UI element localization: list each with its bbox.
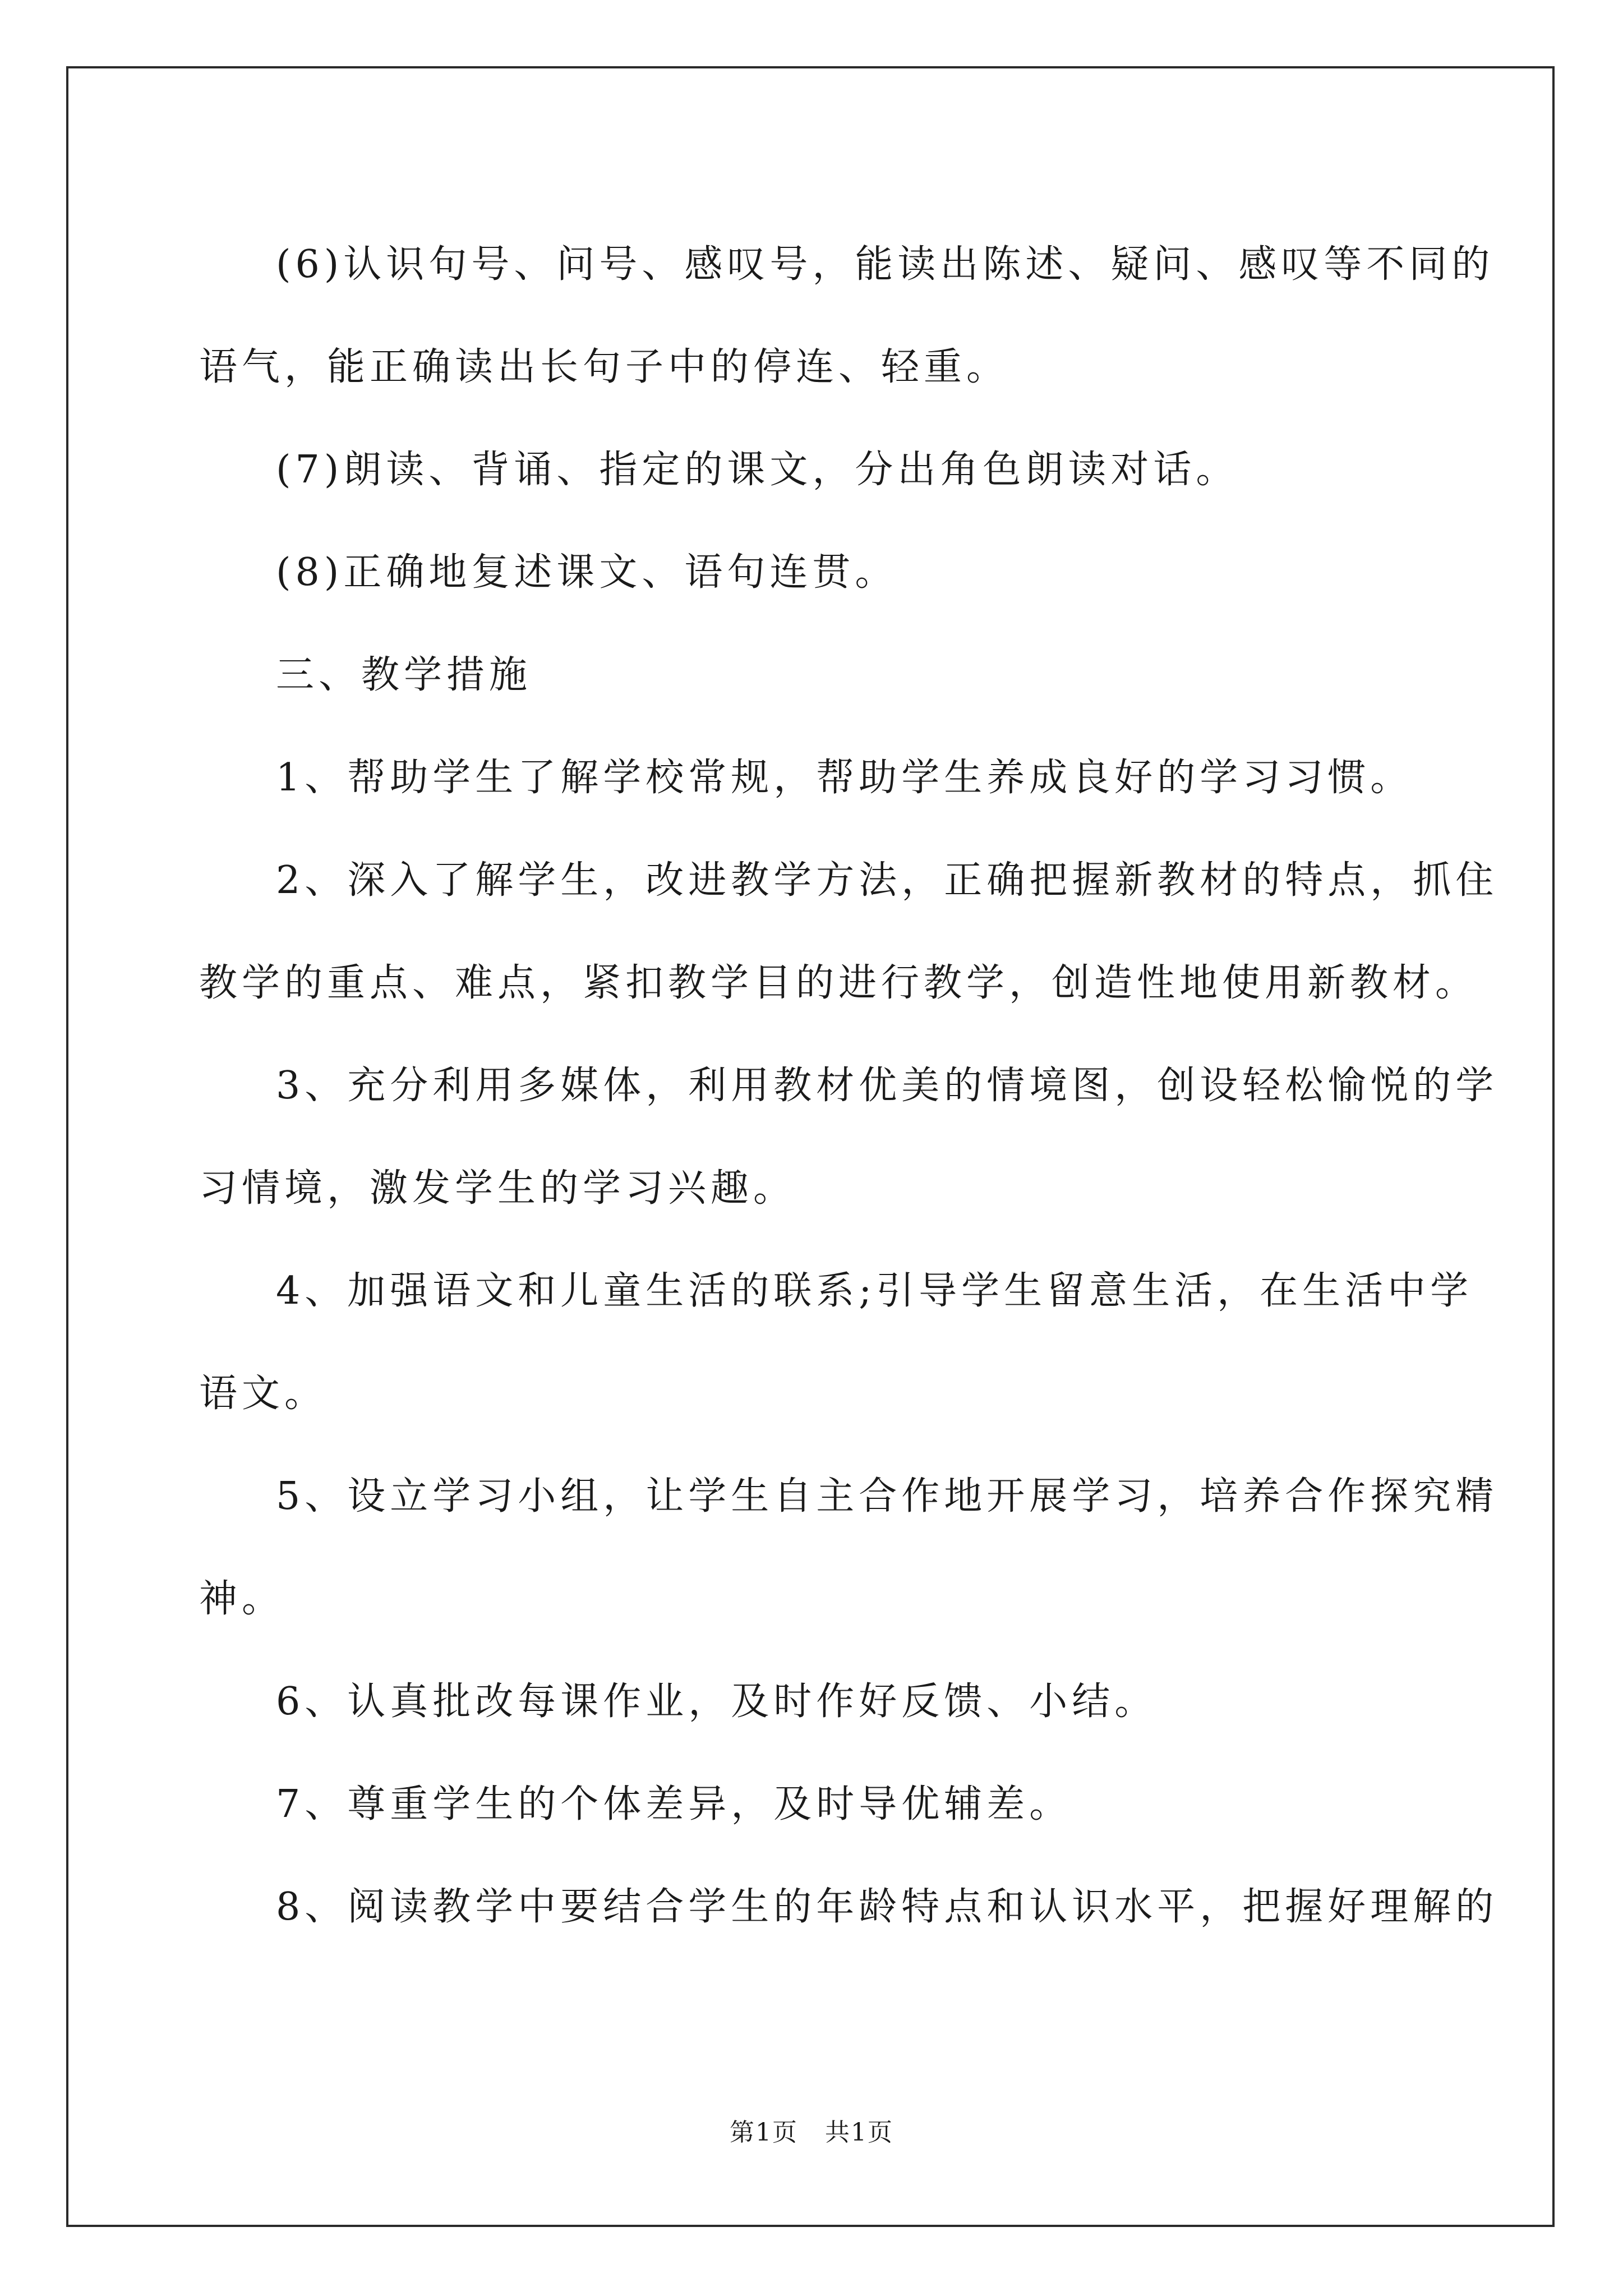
paragraph: 3、充分利用多媒体，利用教材优美的情境图，创设轻松愉悦的学 bbox=[276, 1064, 1498, 1108]
paragraph-continuation: 习情境，激发学生的学习兴趣。 bbox=[199, 1166, 796, 1211]
paragraph: 7、尊重学生的个体差异，及时导优辅差。 bbox=[276, 1782, 1072, 1826]
paragraph: (8)正确地复述课文、语句连贯。 bbox=[276, 550, 898, 595]
page-number-footer: 第1页 共1页 bbox=[730, 2118, 893, 2147]
document-body bbox=[199, 213, 1498, 1958]
paragraph: 8、阅读教学中要结合学生的年龄特点和认识水平，把握好理解的 bbox=[276, 1885, 1498, 1929]
paragraph: (7)朗读、背诵、指定的课文，分出角色朗读对话。 bbox=[276, 448, 1239, 492]
paragraph-continuation: 语气，能正确读出长句子中的停连、轻重。 bbox=[199, 345, 1009, 389]
paragraph: 4、加强语文和儿童生活的联系;引导学生留意生活，在生活中学 bbox=[276, 1269, 1473, 1313]
paragraph: 6、认真批改每课作业，及时作好反馈、小结。 bbox=[276, 1680, 1158, 1724]
paragraph-continuation: 语文。 bbox=[199, 1372, 328, 1416]
paragraph-continuation: 教学的重点、难点，紧扣教学目的进行教学，创造性地使用新教材。 bbox=[199, 961, 1478, 1005]
paragraph: (6)认识句号、问号、感叹号，能读出陈述、疑问、感叹等不同的 bbox=[276, 242, 1495, 287]
paragraph: 2、深入了解学生，改进教学方法，正确把握新教材的特点，抓住 bbox=[276, 858, 1498, 903]
paragraph: 5、设立学习小组，让学生自主合作地开展学习，培养合作探究精 bbox=[276, 1474, 1498, 1519]
section-heading: 三、教学措施 bbox=[276, 653, 532, 697]
paragraph-continuation: 神。 bbox=[199, 1577, 285, 1621]
paragraph: 1、帮助学生了解学校常规，帮助学生养成良好的学习习惯。 bbox=[276, 756, 1413, 800]
